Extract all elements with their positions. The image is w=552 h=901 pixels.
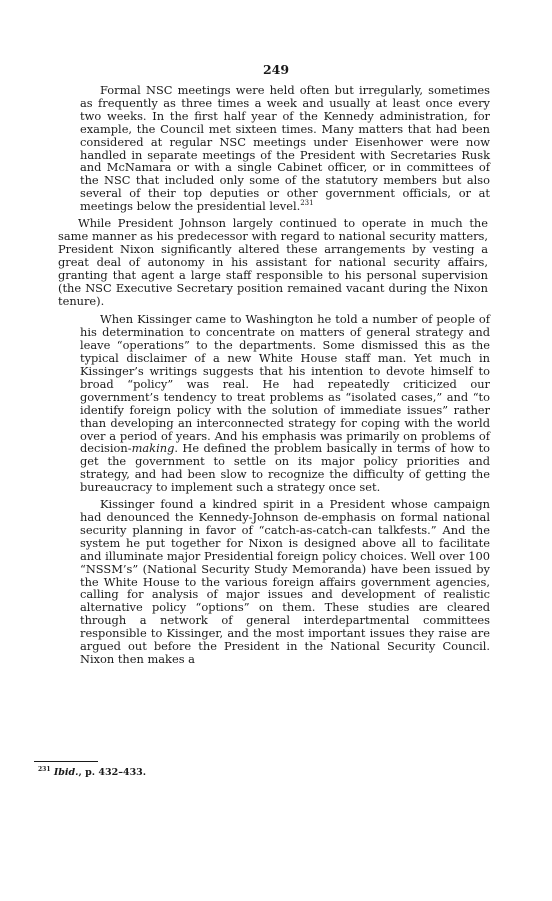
footnote-reference: 231	[300, 199, 314, 208]
footnote-divider	[34, 761, 98, 762]
paragraph-johnson-nixon: While President Johnson largely continued to operate in much the same manner as his predecessor with regard to national security matters, President Nixon significantly altered these arrangements by vesting a great deal of autonomy in his assistant for national security affairs, granting that agent a large staff responsible to his personal supervision (the NSC Executive Secretary position remained vacant during the Nixon tenure).	[58, 216, 488, 308]
paragraph-kindred-spirit: Kissinger found a kindred spirit in a President whose campaign had denounced the Kennedy-Johnson de-emphasis on formal national security planning in favor of “catch-as-catch-can talkfests.” And the system he put together for Nixon is designed above all to facilitate and illuminate major Presidential foreign policy choices. Well over 100 “NSSM’s” (National Security Study Memoranda) have been issued by the White House to the various foreign affairs government agencies, calling for analysis of major issues and development of realistic alternative policy “options” on them. These studies are cleared through a network of general interdepartmental committees responsible to Kissinger, and the most important issues they raise are argued out before the President in the National Security Council. Nixon then makes a	[80, 497, 490, 666]
footnote-source: Ibid.	[53, 767, 79, 778]
paragraph-text: When Kissinger came to Washington he told a number of people of his determination to concentrate on matters of general strategy and leave “operations” to the departments. Some dismissed this as the typical disclaimer of a new White House staff man. Yet much in Kissinger’s writings suggests that his intention to devote himself to broad “policy” was real. He had repeatedly criticized our government’s tendency to treat problems as “isolated cases,” and “to identify foreign policy with the solution of immediate issues” rather than developing an interconnected strategy for coping with the world over a period of years. And his emphasis was primarily on problems of decision-	[80, 312, 490, 456]
page-number: 249	[262, 62, 290, 77]
paragraph-text: . He defined the problem basically in terms of how to get the government to settle on its major policy priorities and strategy, and had been slow to recognize the difficulty of getting the bureaucracy to implement such a strategy once set.	[80, 441, 490, 495]
paragraph-kissinger-washington	[58, 313, 490, 494]
paragraph-nsc-meetings	[58, 84, 490, 213]
emphasized-word: making	[131, 441, 175, 456]
footnote	[38, 767, 146, 778]
footnote-pages: , p. 432–433.	[78, 767, 147, 778]
paragraph-text: Formal NSC meetings were held often but irregularly, sometimes as frequently as three times a week and usually at least once every two weeks. In the first half year of the Kennedy administration, for example, the Council met sixteen times. Many matters that had been considered at regular NSC meetings under Eisenhower were now handled in separate meetings of the President with Secretaries Rusk and McNamara or with a single Cabinet officer, or in committees of the NSC that included only some of the statutory members but also several of their top deputies or other government officials, or at meetings below the presidential level.	[80, 83, 490, 214]
body-text	[58, 84, 490, 666]
footnote-number: 231	[38, 765, 51, 773]
